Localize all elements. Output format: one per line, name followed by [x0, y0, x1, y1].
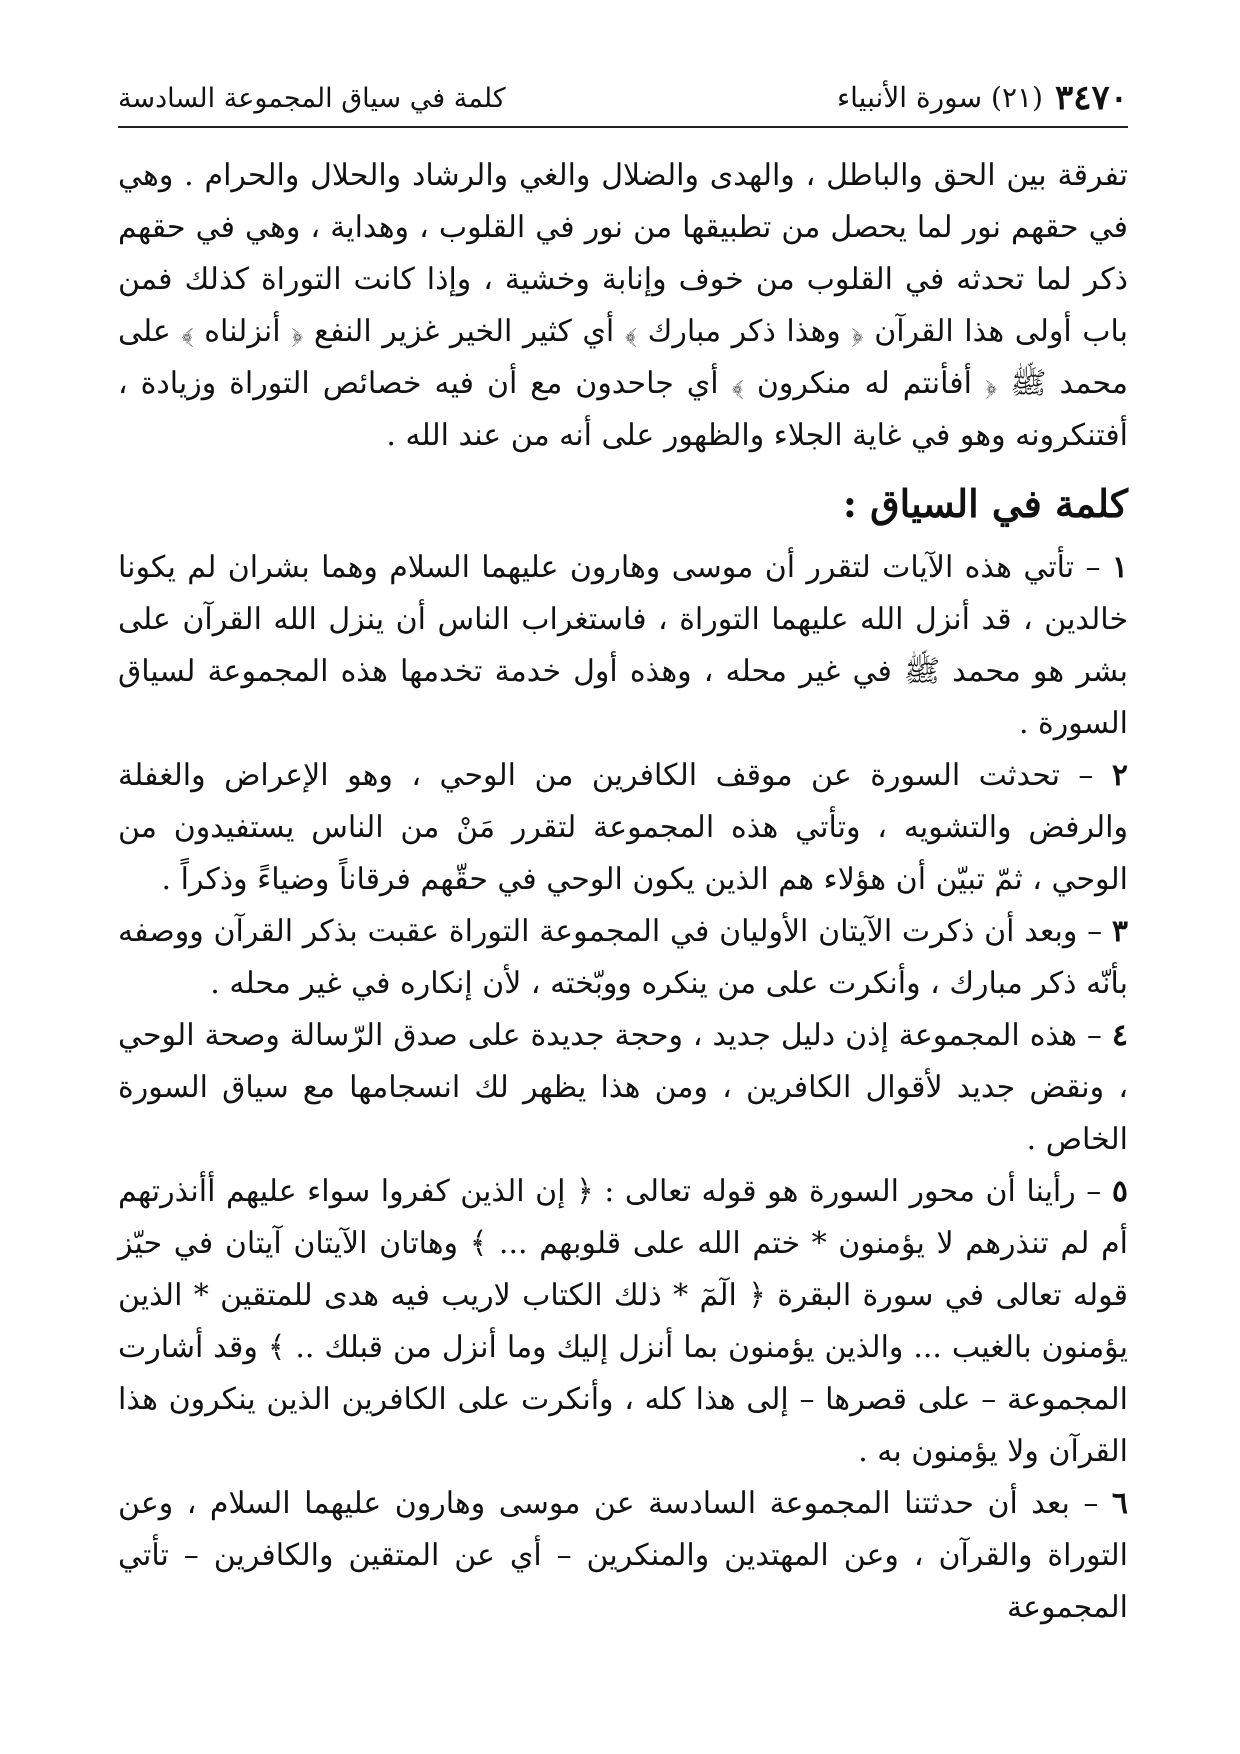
page-content — [118, 128, 1128, 1634]
item-number: ٢ — [1111, 758, 1128, 793]
list-item — [118, 906, 1128, 1010]
page-number: ٣٤٧٠ — [1054, 78, 1128, 118]
item-number: ١ — [1111, 550, 1128, 585]
item-number: ٦ — [1111, 1486, 1128, 1521]
surah-label: (٢١) سورة الأنبياء — [836, 81, 1043, 114]
section-heading: كلمة في السياق : — [842, 481, 1128, 526]
item-number: ٤ — [1111, 1018, 1128, 1053]
list-item — [118, 1166, 1128, 1478]
page-header — [118, 70, 1128, 128]
list-item — [118, 1010, 1128, 1166]
item-text: – بعد أن حدثتنا المجموعة السادسة عن موسى وهارون عليهما السلام ، وعن التوراة والقرآن ، وعن المهتدين والمنكرين – أي عن المتقين والكافرين – تأتي المجموعة — [118, 1486, 1128, 1625]
item-text: – تأتي هذه الآيات لتقرر أن موسى وهارون عليهما السلام وهما بشران لم يكونا خالدين ، قد أنزل الله عليهما التوراة ، فاستغراب الناس أن ينزل الله القرآن على بشر هو محمد ﷺ في غير محله ، وهذه أول خدمة تخدمها هذه المجموعة لسياق السورة . — [118, 550, 1128, 741]
running-title: كلمة في سياق المجموعة السادسة — [118, 82, 506, 114]
item-text: – هذه المجموعة إذن دليل جديد ، وحجة جديدة على صدق الرّسالة وصحة الوحي ، ونقض جديد لأقوال الكافرين ، ومن هذا يظهر لك انسجامها مع سياق السورة الخاص . — [118, 1018, 1128, 1157]
header-right-group — [836, 78, 1128, 118]
book-page — [118, 70, 1128, 1710]
item-number: ٣ — [1111, 914, 1129, 949]
list-item — [118, 1478, 1128, 1634]
list-item — [118, 542, 1128, 750]
item-text: – وبعد أن ذكرت الآيتان الأوليان في المجموعة التوراة عقبت بذكر القرآن ووصفه بأنّه ذكر مبارك ، وأنكرت على من ينكره ووبّخته ، لأن إنكاره في غير محله . — [118, 914, 1128, 1001]
item-text: – رأينا أن محور السورة هو قوله تعالى : ﴿ إن الذين كفروا سواء عليهم أأنذرتهم أم لم تنذرهم لا يؤمنون * ختم الله على قلوبهم ... ﴾ وهاتان الآيتان آيتان في حيّز قوله تعالى في سورة البقرة ﴿ الٓمٓ * ذلك الكتاب لاريب فيه هدى للمتقين * الذين يؤمنون بالغيب ... والذين يؤمنون بما أنزل إليك وما أنزل من قبلك .. ﴾ وقد أشارت المجموعة – على قصرها – إلى هذا كله ، وأنكرت على الكافرين الذين ينكرون هذا القرآن ولا يؤمنون به . — [118, 1174, 1128, 1469]
list-item — [118, 750, 1128, 906]
intro-paragraph: تفرقة بين الحق والباطل ، والهدى والضلال والغي والرشاد والحلال والحرام . وهي في حقهم نور لما يحصل من تطبيقها من نور في القلوب ، وهداية ، وهي في حقهم ذكر لما تحدثه في القلوب من خوف وإنابة وخشية ، وإذا كانت التوراة كذلك فمن باب أولى هذا القرآن ﴿ وهذا ذكر مبارك ﴾ أي كثير الخير غزير النفع ﴿ أنزلناه ﴾ على محمد ﷺ ﴿ أفأنتم له منكرون ﴾ أي جاحدون مع أن فيه خصائص التوراة وزيادة ، أفتنكرونه وهو في غاية الجلاء والظهور على أنه من عند الله . — [118, 158, 1128, 453]
item-text: – تحدثت السورة عن موقف الكافرين من الوحي ، وهو الإعراض والغفلة والرفض والتشويه ، وتأتي هذه المجموعة لتقرر مَنْ من الناس يستفيدون من الوحي ، ثمّ تبيّن أن هؤلاء هم الذين يكون الوحي في حقّهم فرقاناً وضياءً وذكراً . — [118, 758, 1128, 897]
item-number: ٥ — [1111, 1174, 1128, 1209]
